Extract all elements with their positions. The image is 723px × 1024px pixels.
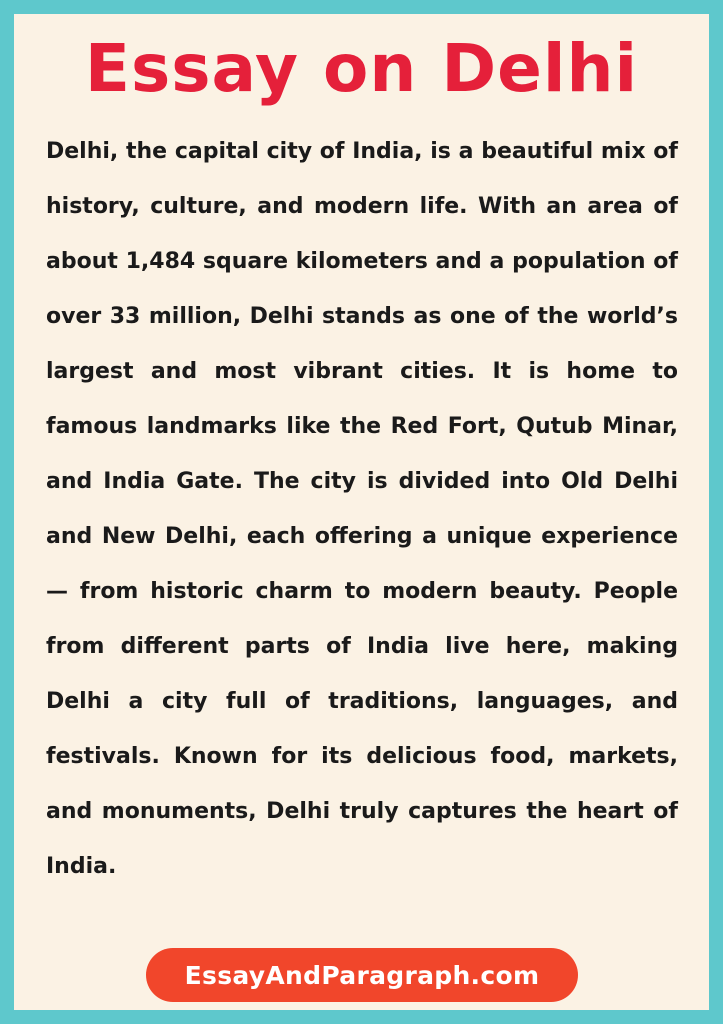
essay-paragraph: Delhi, the capital city of India, is a beautiful mix of history, culture, and modern life. With an area of about 1,484 square kilometers and a population of over 33 million, Delhi stands as one of the world’s largest and most vibrant cities. It is home to famous landmarks like the Red Fort, Qutub Minar, and India Gate. The city is divided into Old Delhi and New Delhi, each offering a unique experience — from historic charm to modern beauty. People from different parts of India live here, making Delhi a city full of traditions, languages, and festivals. Known for its delicious food, markets, and monuments, Delhi truly captures the heart of India. <box>46 139 678 879</box>
page-title: Essay on Delhi <box>84 30 639 107</box>
website-badge <box>146 948 578 1002</box>
website-label: EssayAndParagraph.com <box>184 960 540 990</box>
essay-card <box>14 14 709 1010</box>
